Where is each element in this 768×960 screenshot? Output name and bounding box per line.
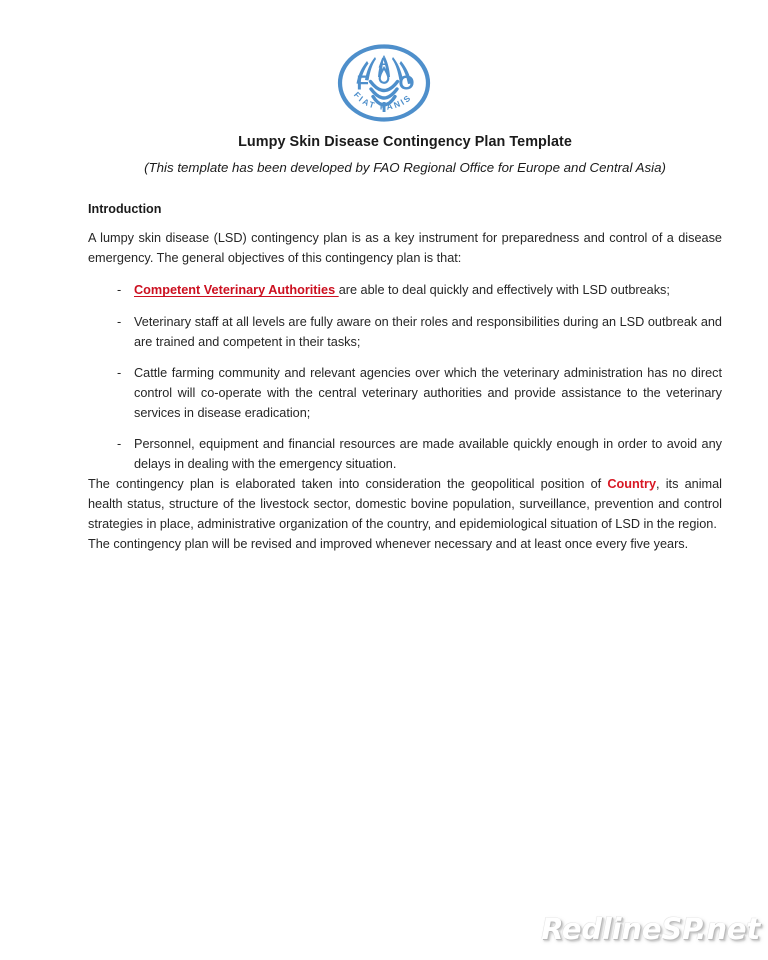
document-subtitle: (This template has been developed by FAO Regional Office for Europe and Central Asia) (144, 159, 666, 175)
logo-container (0, 44, 768, 122)
list-item-text: are able to deal quickly and effectively with LSD outbreaks; (338, 283, 670, 298)
paragraph-geopolitical (88, 474, 722, 534)
bullet-marker: - (117, 436, 122, 451)
list-item (88, 280, 722, 300)
objectives-list (88, 280, 722, 474)
fao-logo (337, 44, 431, 122)
document-body (88, 201, 722, 554)
watermark: RedlineSP.net (541, 912, 760, 946)
list-item-text: Cattle farming community and relevant agencies over which the veterinary administration has no direct control will co-operate with the central veterinary authorities and provide assistance to the veterinary services in disease eradication; (134, 365, 722, 420)
svg-text:F: F (356, 71, 370, 95)
paragraph-revision: The contingency plan will be revised and improved whenever necessary and at least once every five years. (88, 537, 689, 552)
list-item-text: Personnel, equipment and financial resources are made available quickly enough in order to avoid any delays in dealing with the emergency situation. (134, 436, 722, 471)
list-item-text: Veterinary staff at all levels are fully aware on their roles and responsibilities during an LSD outbreak and are trained and competent in their tasks; (134, 314, 722, 349)
title-block (88, 133, 722, 177)
list-item (88, 363, 722, 423)
svg-text:A: A (378, 54, 389, 71)
paragraph-text-after: , its animal health status, structure of the livestock sector, domestic bovine population, surveillance, prevention and control strategies in place, administrative organization of the country, and epidemiological situation of LSD in the region. (88, 476, 722, 532)
paragraph-text-before: The contingency plan is elaborated taken into consideration the geopolitical position of (88, 476, 608, 491)
highlight-competent-veterinary-authorities: Competent Veterinary Authorities (134, 283, 339, 298)
document-title: Lumpy Skin Disease Contingency Plan Template (238, 134, 572, 150)
bullet-marker: - (117, 365, 122, 380)
svg-text:O: O (398, 71, 415, 95)
list-item (88, 312, 722, 352)
section-heading-introduction: Introduction (88, 202, 162, 216)
list-item (88, 434, 722, 474)
bullet-marker: - (117, 283, 122, 298)
lead-paragraph: A lumpy skin disease (LSD) contingency plan is as a key instrument for preparedness and control of a disease emergency. The general objectives of this contingency plan is that: (88, 231, 722, 266)
bullet-marker: - (117, 314, 122, 329)
svg-text:FIAT PANIS: FIAT PANIS (351, 89, 414, 112)
highlight-country: Country (607, 476, 657, 491)
